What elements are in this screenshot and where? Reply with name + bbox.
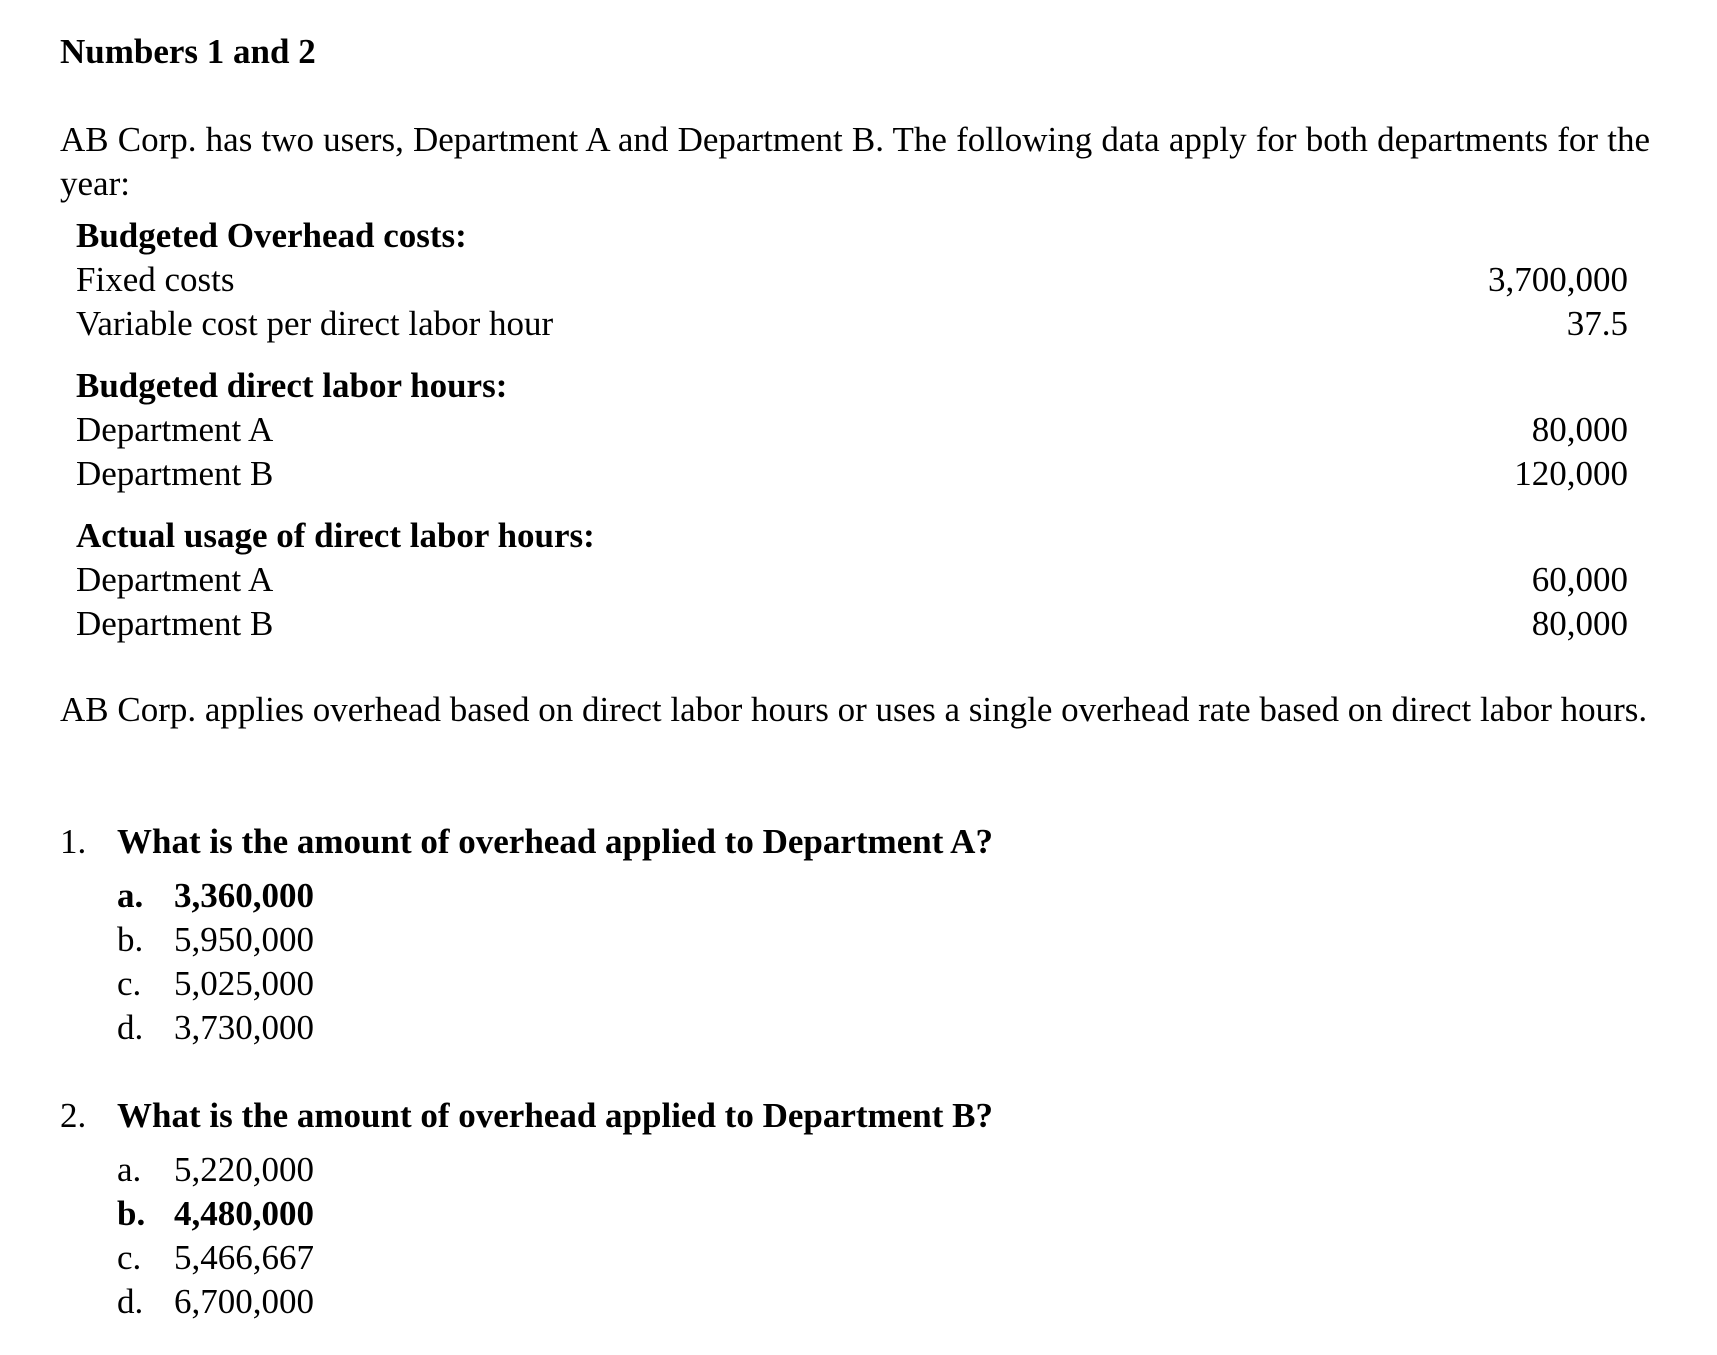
choice-value: 5,220,000 [174,1150,314,1189]
choice-letter: d. [117,1282,144,1321]
closing-paragraph: AB Corp. applies overhead based on direct labor hours or uses a single overhead rate based on direct labor hours. [60,690,1648,729]
choice-letter: b. [117,920,144,959]
row-value: 120,000 [1514,454,1628,493]
data-row [76,302,1628,346]
row-value: 60,000 [1531,560,1628,599]
choice-b[interactable] [117,1192,993,1236]
row-label: Variable cost per direct labor hour [76,304,554,343]
row-value: 3,700,000 [1488,260,1628,299]
choice-value: 6,700,000 [174,1282,314,1321]
row-label: Department B [76,604,274,643]
intro-paragraph: AB Corp. has two users, Department A and Department B. The following data apply for both departments for the year: [60,120,1650,203]
question-text: What is the amount of overhead applied to Department A? [117,822,993,861]
row-label: Department A [76,560,274,599]
row-value: 80,000 [1531,410,1628,449]
choice-value: 5,950,000 [174,920,314,959]
choice-letter: c. [117,1238,142,1277]
choice-d[interactable] [117,1280,993,1324]
choice-a[interactable] [117,1148,993,1192]
page-heading: Numbers 1 and 2 [60,32,316,71]
choice-b[interactable] [117,918,993,962]
choice-list [117,874,993,1050]
block-title: Budgeted direct labor hours: [76,366,508,405]
question-text: What is the amount of overhead applied to Department B? [117,1096,993,1135]
choice-letter: a. [117,876,144,915]
row-value: 37.5 [1566,304,1628,343]
row-label: Department A [76,410,274,449]
choice-letter: c. [117,964,142,1003]
row-label: Fixed costs [76,260,235,299]
choice-a[interactable] [117,874,993,918]
choice-value: 3,730,000 [174,1008,314,1047]
question-2 [60,1094,993,1324]
actual-labor-hours-block [76,514,1628,646]
row-label: Department B [76,454,274,493]
block-title: Budgeted Overhead costs: [76,216,467,255]
data-row [76,602,1628,646]
data-row [76,408,1628,452]
choice-value: 4,480,000 [174,1194,314,1233]
choice-d[interactable] [117,1006,993,1050]
choice-value: 3,360,000 [174,876,314,915]
choice-letter: b. [117,1194,146,1233]
data-row [76,452,1628,496]
row-value: 80,000 [1531,604,1628,643]
budgeted-overhead-block [76,214,1628,346]
choice-value: 5,025,000 [174,964,314,1003]
choice-c[interactable] [117,1236,993,1280]
budgeted-labor-hours-block [76,364,1628,496]
question-number: 2. [60,1096,87,1135]
data-row [76,558,1628,602]
choice-value: 5,466,667 [174,1238,314,1277]
block-title: Actual usage of direct labor hours: [76,516,595,555]
choice-c[interactable] [117,962,993,1006]
question-number: 1. [60,822,87,861]
choice-letter: a. [117,1150,142,1189]
question-1 [60,820,993,1050]
choice-letter: d. [117,1008,144,1047]
choice-list [117,1148,993,1324]
data-row [76,258,1628,302]
